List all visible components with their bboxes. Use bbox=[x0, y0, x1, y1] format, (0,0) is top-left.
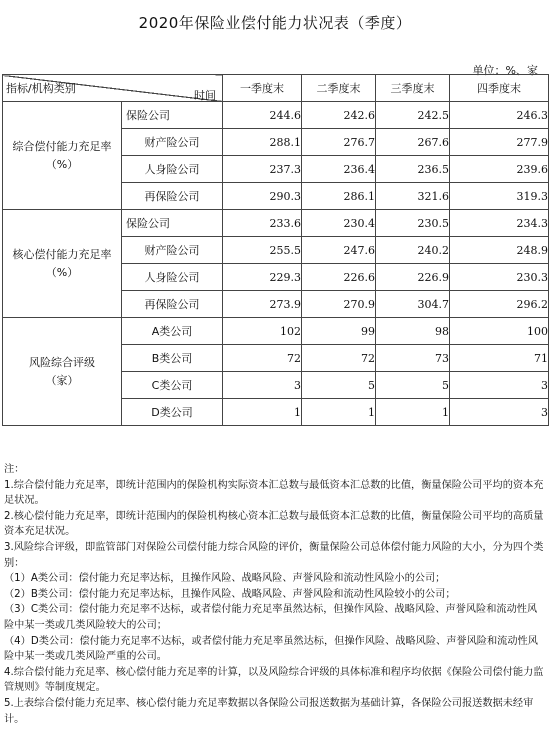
group-label-cell bbox=[3, 210, 122, 318]
column-header-q3: 三季度末 bbox=[376, 75, 450, 102]
row-label: A类公司 bbox=[122, 318, 223, 345]
value-cell: 3 bbox=[450, 399, 549, 426]
value-cell: 226.6 bbox=[302, 264, 376, 291]
notes-heading: 注： bbox=[4, 464, 25, 475]
group-unit: （%） bbox=[45, 157, 79, 171]
row-label: D类公司 bbox=[122, 399, 223, 426]
row-label: 再保险公司 bbox=[122, 183, 223, 210]
note-line: 3.风险综合评级，即监管部门对保险公司偿付能力综合风险的评价，衡量保险公司总体偿付能力风险的大小，分为四个类别： bbox=[4, 541, 544, 569]
page-title: 2020年保险业偿付能力状况表（季度） bbox=[138, 14, 412, 32]
value-cell: 72 bbox=[302, 345, 376, 372]
value-cell: 1 bbox=[223, 399, 302, 426]
value-cell: 99 bbox=[302, 318, 376, 345]
row-label: C类公司 bbox=[122, 372, 223, 399]
group-name: 核心偿付能力充足率 bbox=[12, 247, 112, 261]
row-label: 财产险公司 bbox=[122, 129, 223, 156]
value-cell: 71 bbox=[450, 345, 549, 372]
value-cell: 226.9 bbox=[376, 264, 450, 291]
note-line: 4.综合偿付能力充足率、核心偿付能力充足率的计算，以及风险综合评级的具体标准和程序均依据《保险公司偿付能力监管规则》等制度规定。 bbox=[4, 666, 544, 694]
value-cell: 277.9 bbox=[450, 129, 549, 156]
value-cell: 3 bbox=[450, 372, 549, 399]
note-line: 1.综合偿付能力充足率，即统计范围内的保险机构实际资本汇总数与最低资本汇总数的比值，衡量保险公司平均的资本充足状况。 bbox=[4, 479, 544, 507]
value-cell: 73 bbox=[376, 345, 450, 372]
value-cell: 234.3 bbox=[450, 210, 549, 237]
corner-header-cell bbox=[3, 75, 223, 102]
row-label: B类公司 bbox=[122, 345, 223, 372]
row-label: 保险公司 bbox=[122, 102, 223, 129]
row-label: 再保险公司 bbox=[122, 291, 223, 318]
value-cell: 319.3 bbox=[450, 183, 549, 210]
value-cell: 1 bbox=[376, 399, 450, 426]
value-cell: 3 bbox=[223, 372, 302, 399]
value-cell: 239.6 bbox=[450, 156, 549, 183]
value-cell: 273.9 bbox=[223, 291, 302, 318]
value-cell: 102 bbox=[223, 318, 302, 345]
row-label: 人身险公司 bbox=[122, 156, 223, 183]
value-cell: 233.6 bbox=[223, 210, 302, 237]
table-header-row bbox=[3, 75, 549, 102]
value-cell: 237.3 bbox=[223, 156, 302, 183]
value-cell: 304.7 bbox=[376, 291, 450, 318]
row-label: 保险公司 bbox=[122, 210, 223, 237]
value-cell: 267.6 bbox=[376, 129, 450, 156]
value-cell: 248.9 bbox=[450, 237, 549, 264]
unit-label: 单位：%、家 bbox=[472, 64, 538, 77]
group-name: 综合偿付能力充足率 bbox=[12, 139, 112, 153]
value-cell: 244.6 bbox=[223, 102, 302, 129]
value-cell: 1 bbox=[302, 399, 376, 426]
note-line: （4）D类公司：偿付能力充足率不达标，或者偿付能力充足率虽然达标，但操作风险、战略风险、声誉风险和流动性风险中某一类或几类风险严重的公司。 bbox=[4, 635, 538, 663]
column-header-q1: 一季度末 bbox=[223, 75, 302, 102]
column-header-q2: 二季度末 bbox=[302, 75, 376, 102]
value-cell: 276.7 bbox=[302, 129, 376, 156]
table-row bbox=[3, 102, 549, 129]
row-label: 人身险公司 bbox=[122, 264, 223, 291]
table-row bbox=[3, 318, 549, 345]
value-cell: 288.1 bbox=[223, 129, 302, 156]
value-cell: 98 bbox=[376, 318, 450, 345]
table-row bbox=[3, 210, 549, 237]
column-header-q4: 四季度末 bbox=[450, 75, 549, 102]
value-cell: 236.4 bbox=[302, 156, 376, 183]
corner-label-category: 指标/机构类别 bbox=[6, 82, 76, 95]
value-cell: 240.2 bbox=[376, 237, 450, 264]
value-cell: 321.6 bbox=[376, 183, 450, 210]
value-cell: 255.5 bbox=[223, 237, 302, 264]
value-cell: 230.4 bbox=[302, 210, 376, 237]
value-cell: 236.5 bbox=[376, 156, 450, 183]
value-cell: 5 bbox=[376, 372, 450, 399]
value-cell: 242.6 bbox=[302, 102, 376, 129]
value-cell: 270.9 bbox=[302, 291, 376, 318]
value-cell: 5 bbox=[302, 372, 376, 399]
value-cell: 230.5 bbox=[376, 210, 450, 237]
corner-label-time: 时间 bbox=[194, 89, 216, 102]
value-cell: 72 bbox=[223, 345, 302, 372]
note-line: （3）C类公司：偿付能力充足率不达标，或者偿付能力充足率虽然达标，但操作风险、战略风险、声誉风险和流动性风险中某一类或几类风险较大的公司； bbox=[4, 604, 538, 631]
value-cell: 246.3 bbox=[450, 102, 549, 129]
value-cell: 230.3 bbox=[450, 264, 549, 291]
value-cell: 100 bbox=[450, 318, 549, 345]
value-cell: 286.1 bbox=[302, 183, 376, 210]
group-unit: （%） bbox=[45, 265, 79, 279]
group-label-cell bbox=[3, 318, 122, 426]
group-unit: （家） bbox=[45, 373, 79, 387]
row-label: 财产险公司 bbox=[122, 237, 223, 264]
note-line: 5.上表综合偿付能力充足率、核心偿付能力充足率数据以各保险公司报送数据为基础计算，各保险公司报送数据未经审计。 bbox=[4, 697, 534, 725]
note-line: （1）A类公司：偿付能力充足率达标，且操作风险、战略风险、声誉风险和流动性风险小的公司； bbox=[4, 573, 446, 585]
table-body bbox=[3, 102, 549, 426]
notes-section bbox=[4, 462, 544, 727]
value-cell: 296.2 bbox=[450, 291, 549, 318]
value-cell: 247.6 bbox=[302, 237, 376, 264]
solvency-table bbox=[2, 74, 549, 426]
value-cell: 242.5 bbox=[376, 102, 450, 129]
group-label-cell bbox=[3, 102, 122, 210]
note-line: 2.核心偿付能力充足率，即统计范围内的保险机构核心资本汇总数与最低资本汇总数的比值，衡量保险公司平均的高质量资本充足状况。 bbox=[4, 510, 544, 538]
group-name: 风险综合评级 bbox=[29, 355, 95, 369]
value-cell: 290.3 bbox=[223, 183, 302, 210]
note-line: （2）B类公司：偿付能力充足率达标，且操作风险、战略风险、声誉风险和流动性风险较小的公司； bbox=[4, 588, 456, 600]
value-cell: 229.3 bbox=[223, 264, 302, 291]
